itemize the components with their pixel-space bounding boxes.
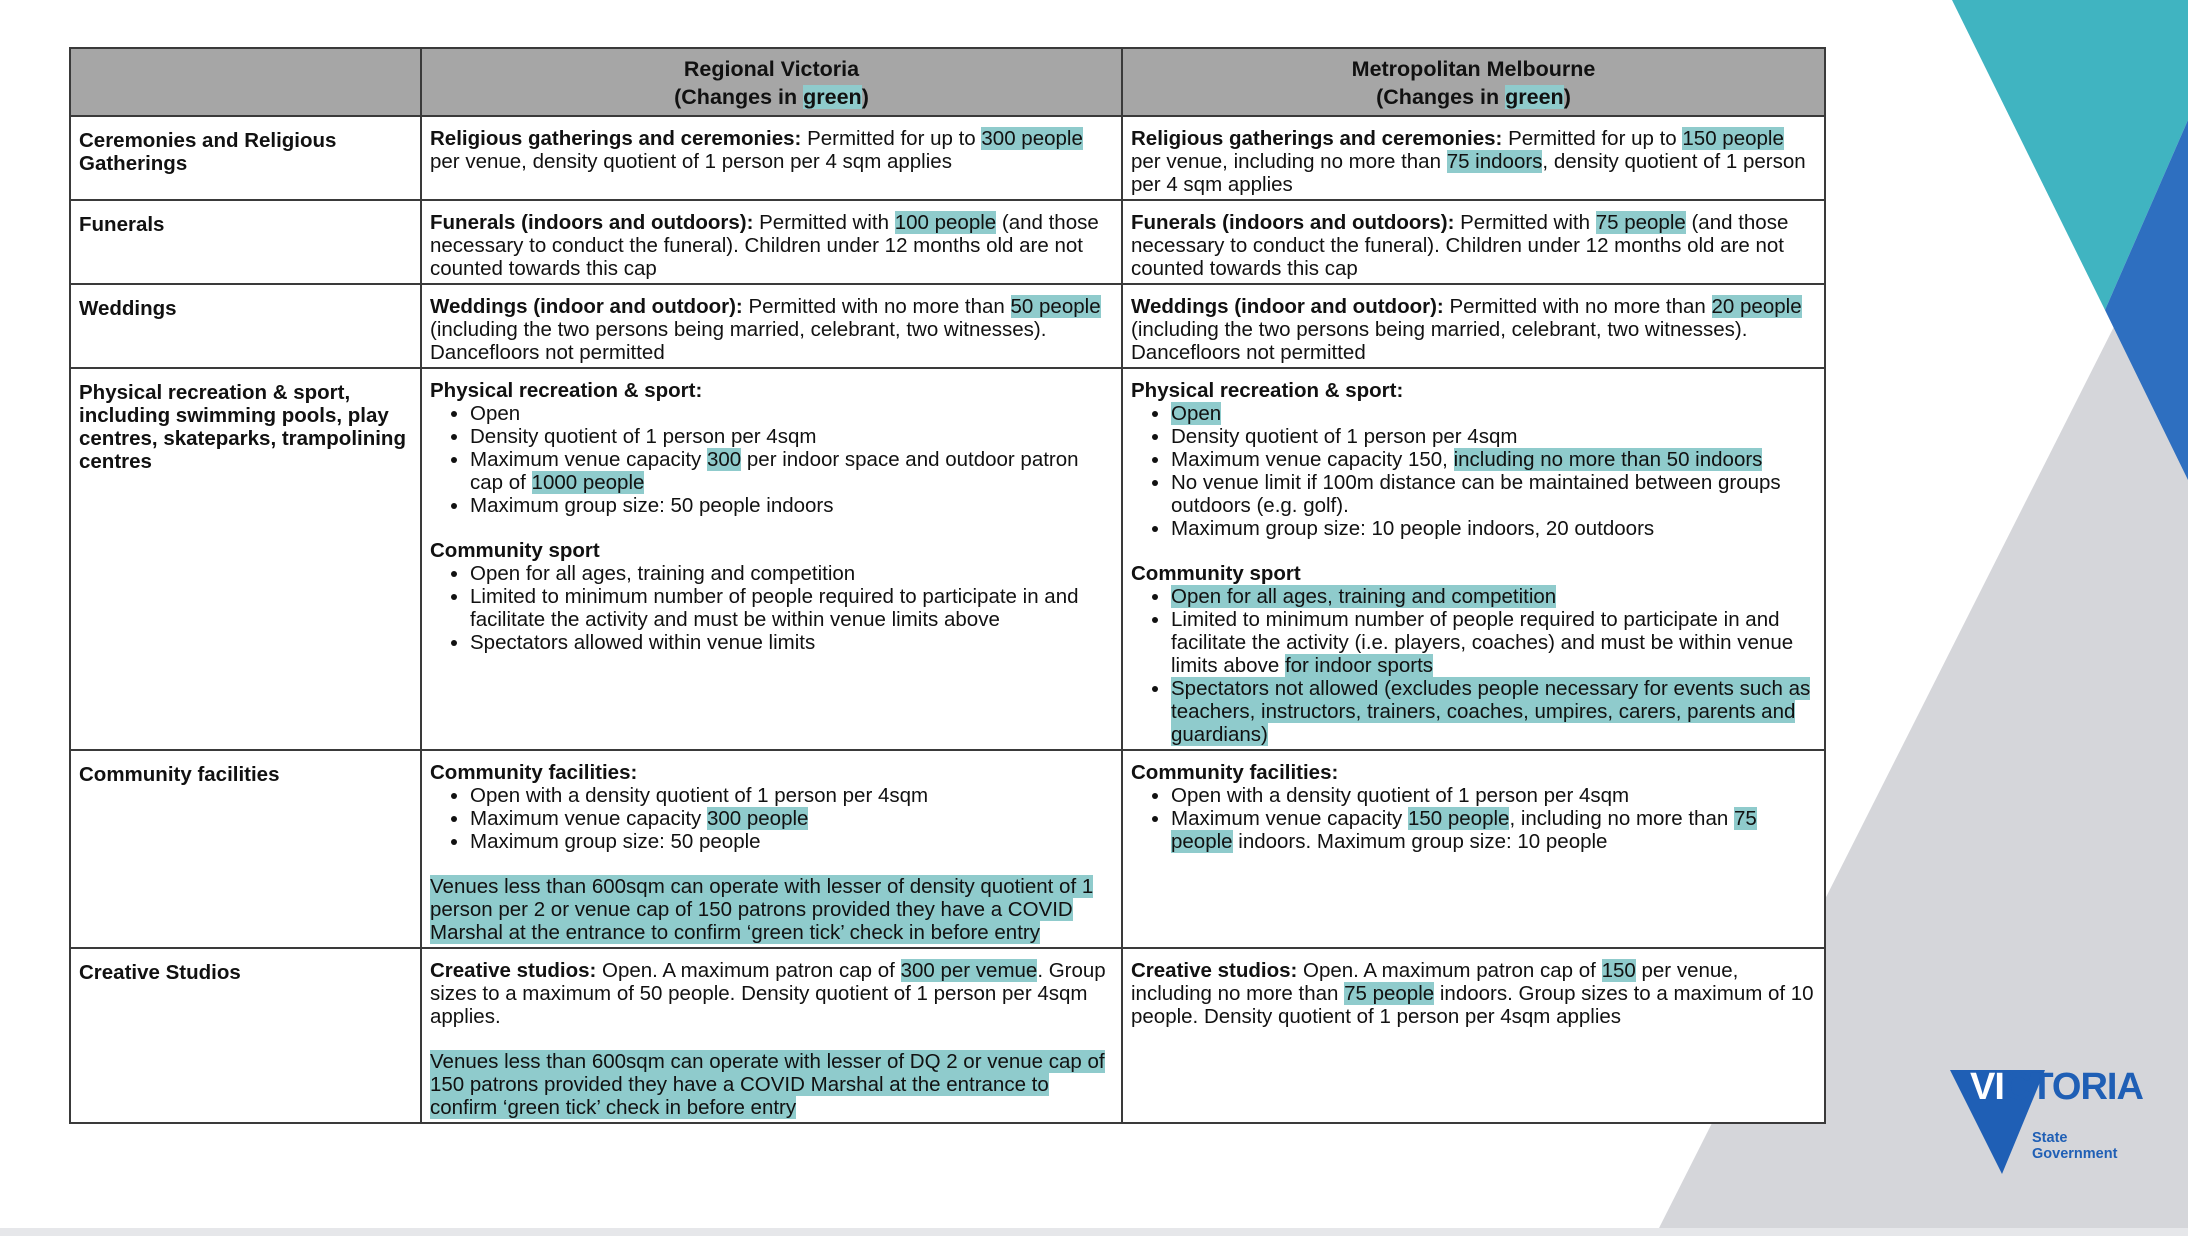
row-label-creative: Creative Studios [70, 948, 421, 1123]
community-sport-metro-list [1131, 585, 1816, 746]
logo-wordmark: VICTORIA [1970, 1066, 2143, 1108]
row-weddings [70, 284, 1825, 368]
row-creative [70, 948, 1825, 1123]
list-item: • Maximum venue capacity 300 people [470, 807, 1113, 830]
sport-metro-cell [1122, 368, 1825, 750]
header-metro [1122, 48, 1825, 116]
creative-metro-cell: Creative studios: Open. A maximum patron cap of 150 per venue, including no more than 75 people indoors. Group sizes to a maximum of 10 people. Density quotient of 1 person per 4sqm applies [1122, 948, 1825, 1123]
header-empty-cell [70, 48, 421, 116]
row-community [70, 750, 1825, 948]
list-item: • Open with a density quotient of 1 person per 4sqm [1171, 784, 1816, 807]
list-item: • Maximum group size: 10 people indoors, 20 outdoors [1171, 517, 1816, 540]
row-sport [70, 368, 1825, 750]
community-metro-list [1131, 784, 1816, 853]
community-regional-heading: Community facilities: [430, 761, 638, 784]
ceremonies-metro-cell: Religious gatherings and ceremonies: Permitted for up to 150 people per venue, including no more than 75 indoors, density quotient of 1 person per 4 sqm applies [1122, 116, 1825, 200]
community-sport-metro-heading: Community sport [1131, 562, 1301, 585]
row-label-ceremonies: Ceremonies and Religious Gatherings [70, 116, 421, 200]
creative-regional-cell [421, 948, 1122, 1123]
list-item: • Maximum venue capacity 300 per indoor space and outdoor patron cap of 1000 people [470, 448, 1113, 494]
sport-metro-list [1131, 402, 1816, 540]
community-regional-list [430, 784, 1113, 853]
row-label-sport: Physical recreation & sport, including swimming pools, play centres, skateparks, trampolining centres [70, 368, 421, 750]
victoria-government-logo [1950, 1066, 2143, 1176]
list-item: • Spectators allowed within venue limits [470, 631, 1113, 654]
community-metro-heading: Community facilities: [1131, 761, 1339, 784]
header-metro-subtitle: (Changes in green) [1376, 85, 1571, 109]
header-regional-title: Regional Victoria [683, 57, 860, 81]
row-label-weddings: Weddings [70, 284, 421, 368]
community-sport-regional-list [430, 562, 1113, 654]
community-regional-cell [421, 750, 1122, 948]
logo-subtitle: State Government [2032, 1130, 2118, 1162]
weddings-metro-cell: Weddings (indoor and outdoor): Permitted with no more than 20 people (including the two persons being married, celebrant, two witnesses). Dancefloors not permitted [1122, 284, 1825, 368]
community-regional-note: Venues less than 600sqm can operate with lesser of density quotient of 1 person per 2 or venue cap of 150 patrons provided they have a COVID Marshal at the entrance to confirm ‘green tick’ check in before entry [430, 875, 1094, 944]
list-item: • Maximum venue capacity 150 people, including no more than 75 people indoors. Maximum group size: 10 people [1171, 807, 1816, 853]
list-item: • Open for all ages, training and competition [470, 562, 1113, 585]
weddings-regional-cell: Weddings (indoor and outdoor): Permitted with no more than 50 people (including the two persons being married, celebrant, two witnesses). Dancefloors not permitted [421, 284, 1122, 368]
sport-regional-heading: Physical recreation & sport: [430, 379, 703, 402]
list-item: • Density quotient of 1 person per 4sqm [1171, 425, 1816, 448]
restrictions-table [69, 47, 1826, 1124]
list-item: • Limited to minimum number of people required to participate in and facilitate the activity and must be within venue limits above [470, 585, 1113, 631]
list-item: • Open for all ages, training and competition [1171, 585, 1816, 608]
row-ceremonies [70, 116, 1825, 200]
community-metro-cell [1122, 750, 1825, 948]
list-item: • Open [470, 402, 1113, 425]
funerals-regional-cell: Funerals (indoors and outdoors): Permitted with 100 people (and those necessary to conduct the funeral). Children under 12 months old are not counted towards this cap [421, 200, 1122, 284]
list-item: • Spectators not allowed (excludes people necessary for events such as teachers, instructors, trainers, coaches, umpires, carers, parents and guardians) [1171, 677, 1816, 746]
row-label-community: Community facilities [70, 750, 421, 948]
header-row [70, 48, 1825, 116]
list-item: • Maximum venue capacity 150, including no more than 50 indoors [1171, 448, 1816, 471]
list-item: • No venue limit if 100m distance can be maintained between groups outdoors (e.g. golf). [1171, 471, 1816, 517]
ceremonies-regional-cell: Religious gatherings and ceremonies: Permitted for up to 300 people per venue, density quotient of 1 person per 4 sqm applies [421, 116, 1122, 200]
list-item: • Open [1171, 402, 1816, 425]
header-regional [421, 48, 1122, 116]
list-item: • Open with a density quotient of 1 person per 4sqm [470, 784, 1113, 807]
row-label-funerals: Funerals [70, 200, 421, 284]
funerals-metro-cell: Funerals (indoors and outdoors): Permitted with 75 people (and those necessary to conduct the funeral). Children under 12 months old are not counted towards this cap [1122, 200, 1825, 284]
list-item: • Density quotient of 1 person per 4sqm [470, 425, 1113, 448]
list-item: • Limited to minimum number of people required to participate in and facilitate the activity (i.e. players, coaches) and must be within venue limits above for indoor sports [1171, 608, 1816, 677]
community-sport-regional-heading: Community sport [430, 539, 600, 562]
sport-regional-list [430, 402, 1113, 517]
bottom-band [0, 1228, 2188, 1236]
list-item: • Maximum group size: 50 people [470, 830, 1113, 853]
creative-regional-note: Venues less than 600sqm can operate with lesser of DQ 2 or venue cap of 150 patrons provided they have a COVID Marshal at the entrance to confirm ‘green tick’ check in before entry [430, 1050, 1105, 1119]
creative-regional-text: Creative studios: Open. A maximum patron cap of 300 per vemue. Group sizes to a maximum of 50 people. Density quotient of 1 person per 4sqm applies. [430, 959, 1106, 1028]
list-item: • Maximum group size: 50 people indoors [470, 494, 1113, 517]
sport-regional-cell [421, 368, 1122, 750]
sport-metro-heading: Physical recreation & sport: [1131, 379, 1404, 402]
header-regional-subtitle: (Changes in green) [674, 85, 869, 109]
header-metro-title: Metropolitan Melbourne [1351, 57, 1596, 81]
row-funerals [70, 200, 1825, 284]
